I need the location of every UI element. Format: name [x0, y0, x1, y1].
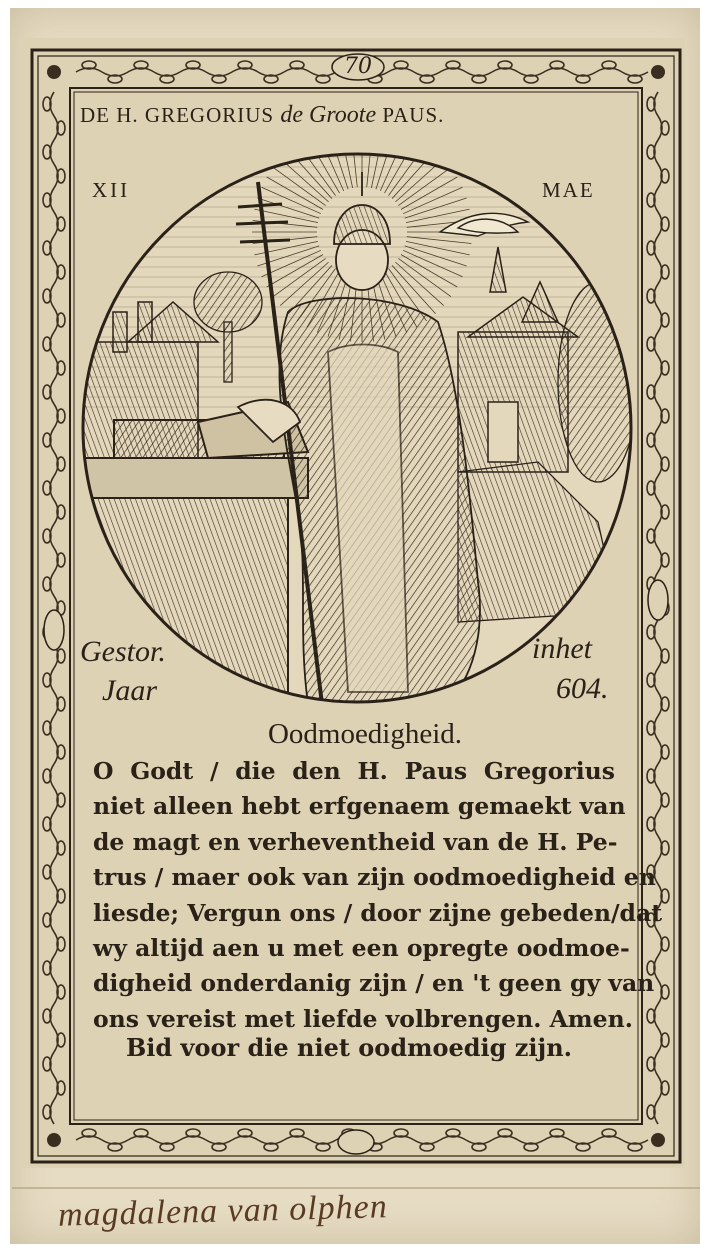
prayer-line: liesde; Vergun ons / door zijne gebeden/dat — [93, 898, 663, 927]
handwritten-signature: magdalena van olphen — [57, 1188, 389, 1234]
month-label: MAE — [542, 178, 595, 202]
prayer-line: trus / maer ook van zijn oodmoedigheid en — [93, 863, 656, 892]
prayer-line: wy altijd aen u met een opregte oodmoe- — [93, 934, 630, 963]
death-left-2: Jaar — [102, 674, 157, 707]
title-prefix: DE H. GREGORIUS — [80, 103, 275, 127]
death-left-1: Gestor. — [80, 635, 166, 668]
page-number: 70 — [344, 54, 372, 79]
gregory-engraving — [78, 152, 636, 704]
prayer-text — [93, 754, 663, 1037]
death-year: 604. — [556, 672, 609, 705]
prayer-line: de magt en verheventheid van de H. Pe- — [93, 827, 618, 856]
title-line — [80, 100, 640, 130]
title-script: de Groote — [280, 102, 377, 128]
title-suffix: PAUS. — [382, 103, 445, 127]
day-label: XII — [92, 178, 131, 202]
prayer-line: niet alleen hebt erfgenaem gemaekt van — [93, 792, 626, 821]
closing-invocation: Bid voor die niet oodmoedig zijn. — [126, 1033, 573, 1062]
prayer-line: O Godt / die den H. Paus Gregorius — [93, 757, 615, 785]
death-right-1: inhet — [532, 632, 592, 665]
prayer-line: ons vereist met liefde volbrengen. Amen. — [93, 1004, 633, 1033]
prayer-heading: Oodmoedigheid. — [267, 718, 463, 750]
prayer-line: digheid onderdanig zijn / en 't geen gy van — [93, 969, 655, 998]
